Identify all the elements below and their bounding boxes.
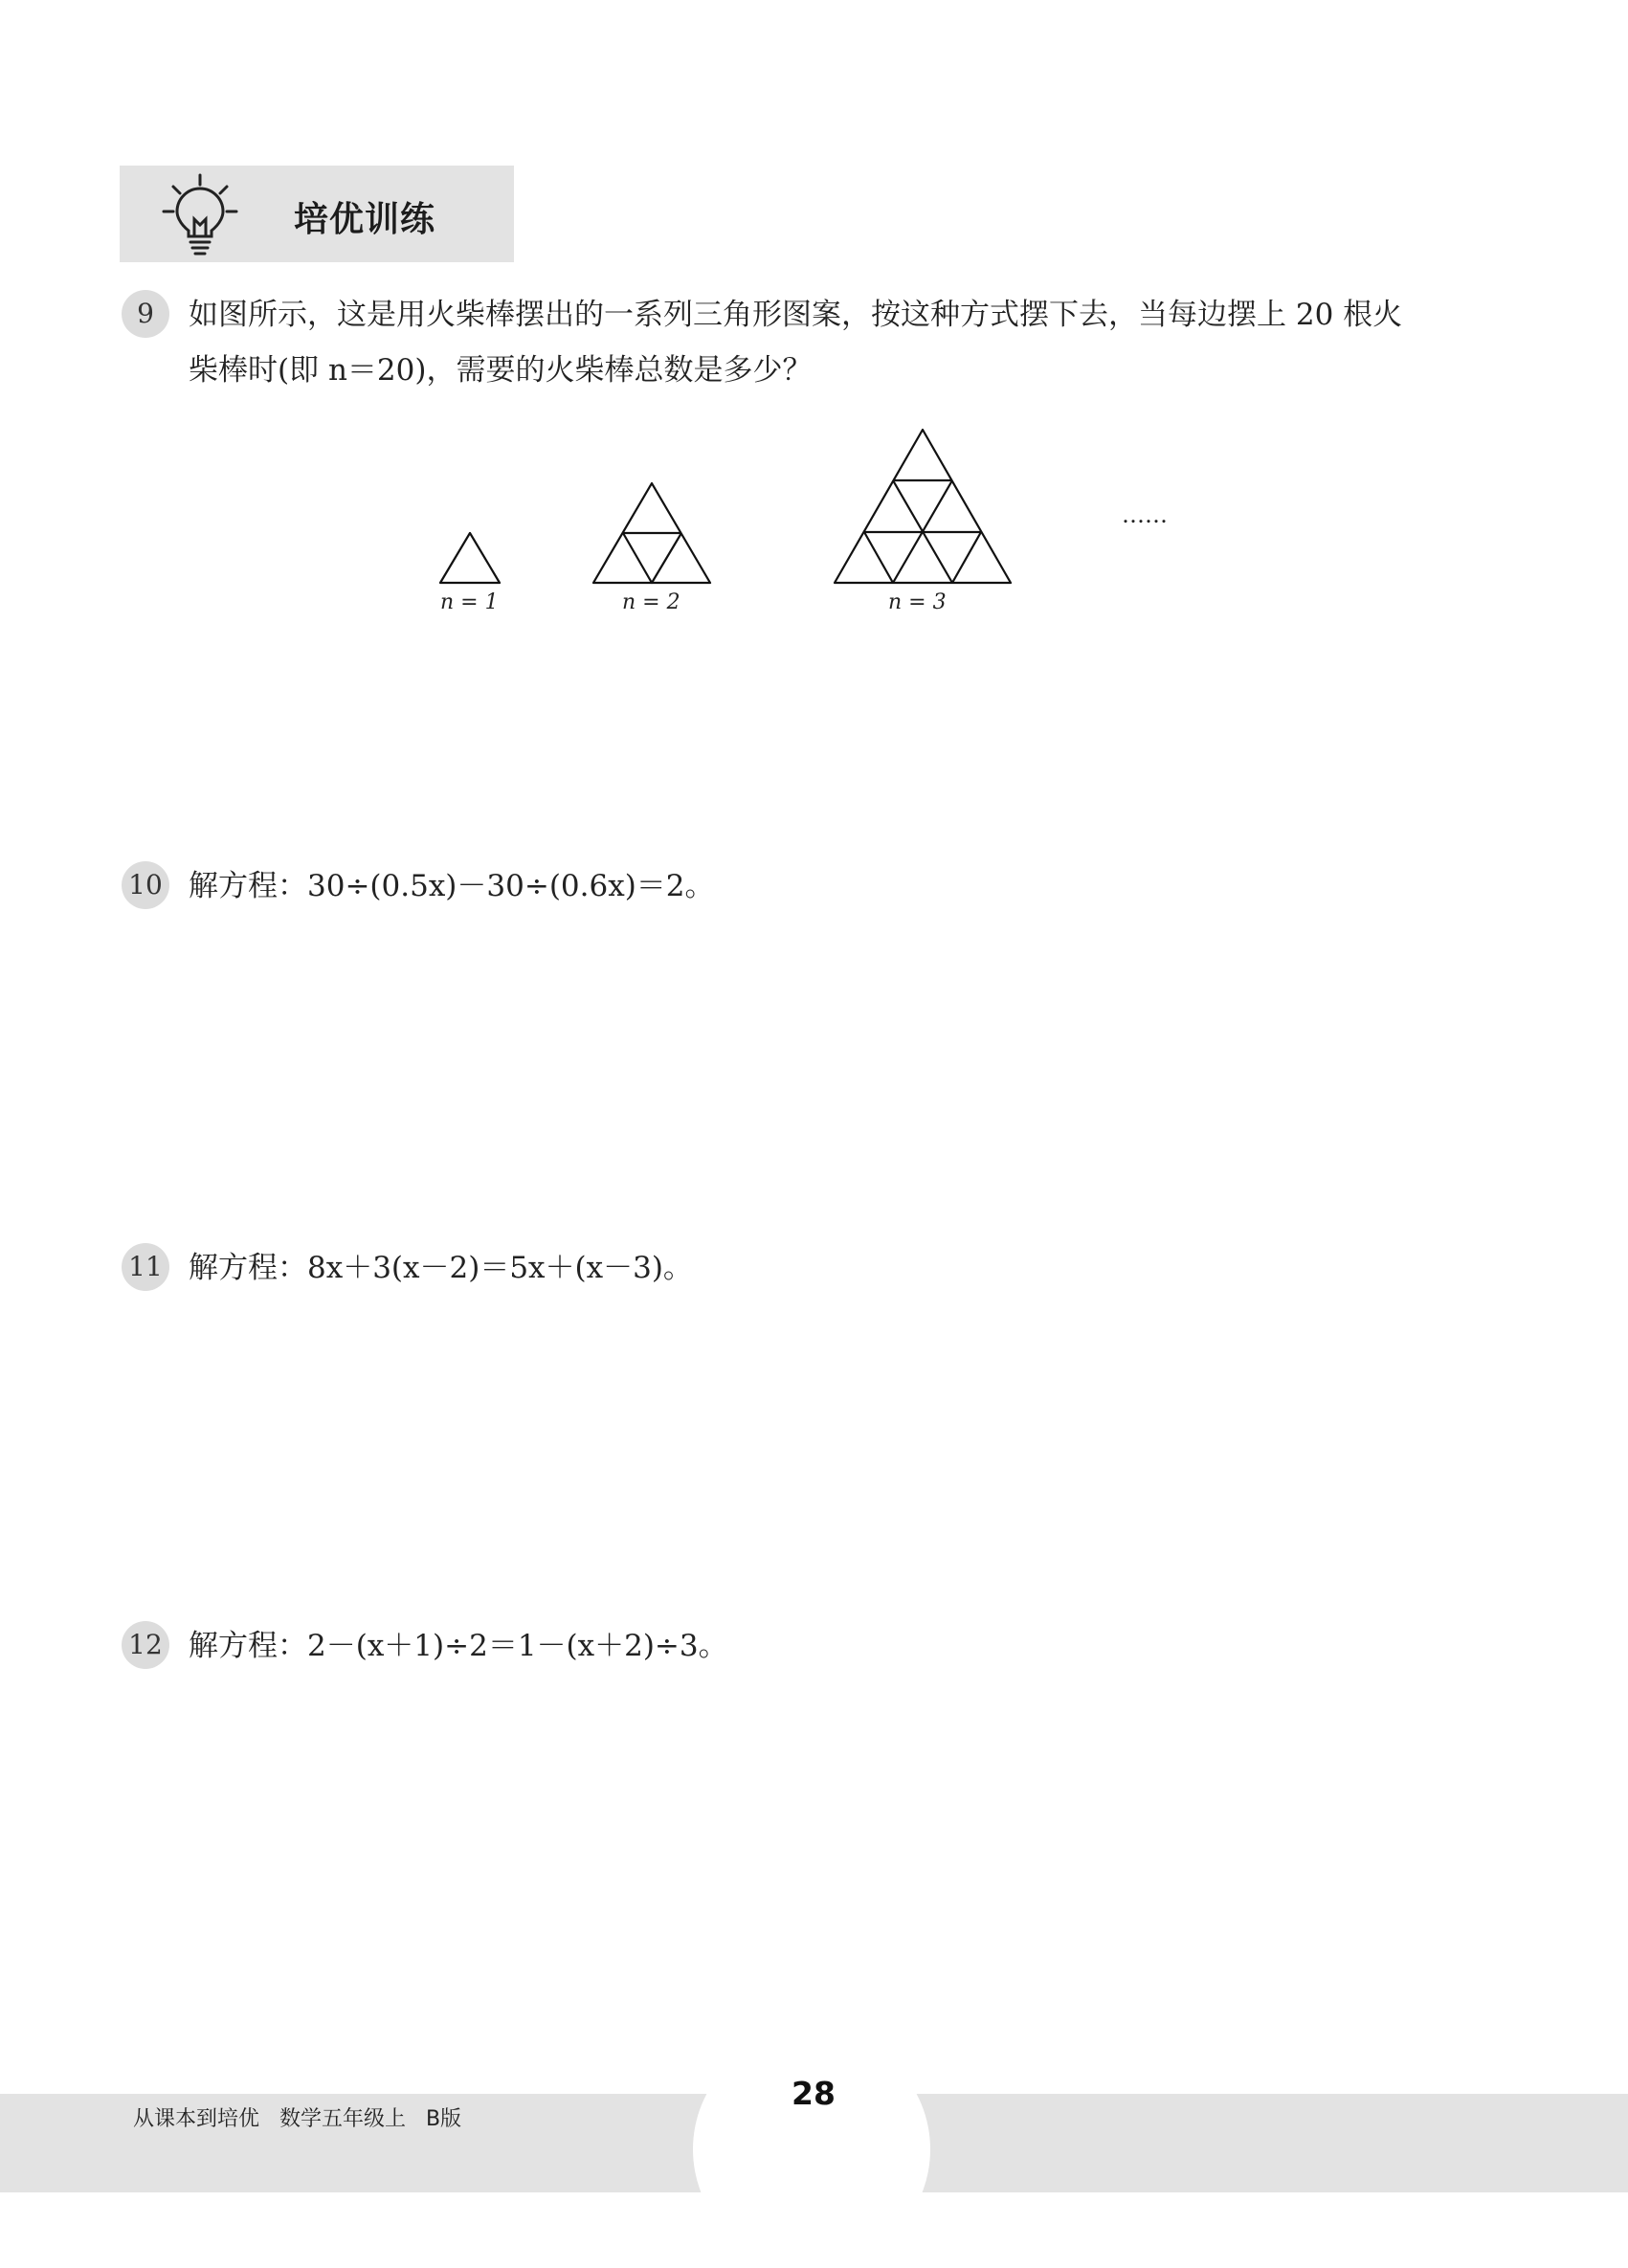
question-12-text: 解方程：2－(x＋1)÷2＝1－(x＋2)÷3。 — [189, 1629, 728, 1663]
label-n1: n = 1 — [440, 590, 499, 614]
book-title: 从课本到培优 数学五年级上 B版 — [133, 2107, 462, 2131]
triangle-n1 — [440, 533, 500, 583]
question-number-badge: 10 — [122, 861, 169, 909]
ellipsis: …… — [1122, 501, 1168, 528]
lightbulb-icon — [162, 173, 238, 256]
page-number: 28 — [792, 2075, 836, 2112]
matchstick-triangle-figure — [383, 421, 1244, 632]
page-number-tab — [693, 2031, 930, 2268]
label-n3: n = 3 — [888, 590, 947, 614]
triangle-n2 — [593, 483, 710, 583]
section-title: 培优训练 — [294, 200, 436, 239]
question-number-badge: 12 — [122, 1621, 169, 1669]
question-9-text-line2: 柴棒时(即 n＝20)，需要的火柴棒总数是多少？ — [189, 353, 813, 388]
question-11-text: 解方程：8x＋3(x－2)＝5x＋(x－3)。 — [189, 1251, 693, 1285]
section-header — [120, 166, 514, 262]
triangle-n3 — [835, 430, 1011, 583]
question-9-text-line1: 如图所示，这是用火柴棒摆出的一系列三角形图案，按这种方式摆下去，当每边摆上 20 根火 — [189, 298, 1403, 332]
question-number-badge: 9 — [122, 290, 169, 338]
question-10-text: 解方程：30÷(0.5x)－30÷(0.6x)＝2。 — [189, 869, 715, 903]
question-number-badge: 11 — [122, 1243, 169, 1291]
label-n2: n = 2 — [622, 590, 680, 614]
